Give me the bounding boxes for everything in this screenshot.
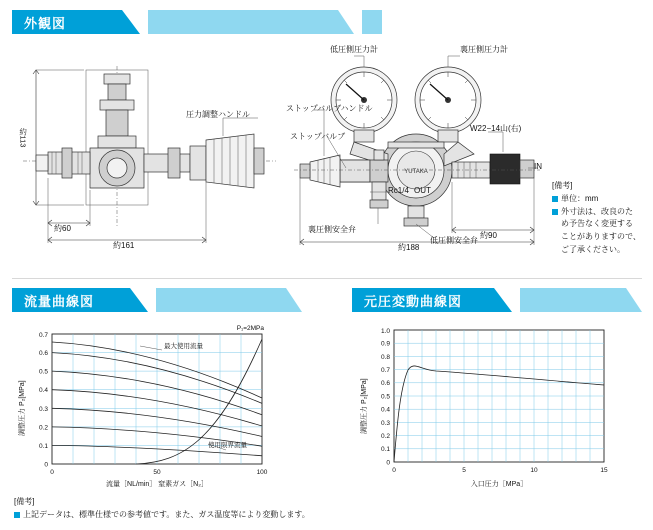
flow-subtitle: P₁=2MPa <box>236 325 264 332</box>
svg-text:0.4: 0.4 <box>38 387 48 395</box>
source-chart <box>352 316 642 491</box>
callout-high-gauge: 裏圧側圧力計 <box>460 45 508 54</box>
footer-note-text: 上記データは、標準仕様での参考値です。また、ガス温度等により変動します。 <box>23 509 310 519</box>
source-chart-svg <box>352 316 642 491</box>
section-title-flow: 流量曲線図 <box>24 293 95 309</box>
section-title-source: 元圧変動曲線図 <box>364 293 463 309</box>
header-bar-tail <box>130 288 148 312</box>
left-view-drawing <box>18 48 283 253</box>
svg-text:1.0: 1.0 <box>380 328 390 335</box>
exterior-left-view <box>18 48 283 253</box>
callout-thread-spec: W22−14山(右) <box>470 124 522 133</box>
callout-stop-valve: ストップバルブ <box>290 132 346 141</box>
svg-text:0.1: 0.1 <box>38 443 48 450</box>
svg-text:10: 10 <box>530 467 538 474</box>
svg-text:0.6: 0.6 <box>380 380 390 388</box>
flow-chart <box>12 316 322 491</box>
bullet-icon <box>552 209 558 215</box>
svg-text:100: 100 <box>256 469 268 476</box>
svg-text:0: 0 <box>386 459 390 467</box>
source-xlabel: 入口圧力［MPa］ <box>470 481 528 488</box>
header-stripe-1-tail <box>286 288 302 312</box>
remarks-line-4: ご了承ください。 <box>561 244 625 254</box>
header-stripe-2 <box>362 10 382 34</box>
callout-low-gauge: 低圧側圧力計 <box>330 45 378 54</box>
svg-text:0.7: 0.7 <box>38 332 48 339</box>
svg-text:15: 15 <box>600 467 608 474</box>
svg-text:50: 50 <box>153 469 161 476</box>
svg-text:YUTAKA: YUTAKA <box>404 169 428 175</box>
dim-label-w1: 約60 <box>54 224 71 233</box>
bullet-icon <box>552 196 558 202</box>
svg-text:0.2: 0.2 <box>38 424 48 432</box>
source-ylabel: 調整圧力 P₂[MPa] <box>361 378 368 434</box>
callout-stop-valve-handle: ストップバルブハンドル <box>286 104 373 113</box>
flow-anno-max: 最大使用流量 <box>164 343 203 350</box>
svg-text:0.5: 0.5 <box>380 393 390 401</box>
footer-note-title: [備考] <box>14 497 35 506</box>
section-header-source <box>352 288 642 312</box>
footer-note <box>14 496 634 522</box>
svg-text:0.2: 0.2 <box>380 433 390 440</box>
dim-label-w2: 約161 <box>113 241 135 250</box>
section-title-exterior: 外観図 <box>24 15 67 31</box>
dim-label-height: 約113 <box>18 128 28 148</box>
callout-safety-valve-high: 低圧側安全弁 <box>430 236 478 245</box>
flow-ylabel: 調整圧力 P₂[MPa] <box>19 380 26 436</box>
remarks-line-3: ことがありますので、 <box>561 232 641 242</box>
callout-safety-valve-low: 裏圧側安全弁 <box>308 225 356 234</box>
svg-text:0: 0 <box>44 461 48 469</box>
header-stripe-1 <box>520 288 626 312</box>
svg-text:0.7: 0.7 <box>380 367 390 374</box>
svg-text:0.3: 0.3 <box>380 419 390 427</box>
section-header-exterior <box>12 10 642 34</box>
svg-text:0.4: 0.4 <box>380 406 390 414</box>
svg-text:0.5: 0.5 <box>38 368 48 376</box>
svg-text:0.8: 0.8 <box>380 353 390 361</box>
callout-rc-thread: Rc1/4 <box>388 186 409 195</box>
remarks-line-0: 単位：mm <box>561 193 599 203</box>
flow-xlabel: 流量［NL/min］ 窒素ガス［N₂］ <box>106 481 208 488</box>
section-header-flow <box>12 288 322 312</box>
header-stripe-1 <box>156 288 286 312</box>
exterior-remarks <box>552 180 647 257</box>
callout-out-port: OUT <box>414 186 431 195</box>
svg-text:5: 5 <box>462 467 466 474</box>
bullet-icon <box>14 512 20 518</box>
remarks-line-1: 外寸法は、改良のた <box>561 206 633 216</box>
callout-in-port: IN <box>534 162 542 171</box>
flow-anno-limit: 使用限界流量 <box>208 442 247 449</box>
flow-chart-svg <box>12 316 322 491</box>
svg-text:0.6: 0.6 <box>38 350 48 357</box>
dim-label-right: 約90 <box>480 231 497 240</box>
svg-text:0.3: 0.3 <box>38 405 48 413</box>
svg-text:0.9: 0.9 <box>380 340 390 348</box>
dim-label-total: 約188 <box>398 243 420 252</box>
header-bar-tail <box>122 10 140 34</box>
svg-text:0: 0 <box>392 467 396 474</box>
header-stripe-1 <box>148 10 338 34</box>
remarks-line-2: め予告なく変更する <box>561 219 633 229</box>
header-bar-tail <box>494 288 512 312</box>
remarks-title: [備考] <box>552 181 573 190</box>
header-stripe-1-tail <box>338 10 354 34</box>
section-divider <box>12 278 642 279</box>
svg-text:0.1: 0.1 <box>380 446 390 454</box>
svg-text:0: 0 <box>50 469 54 476</box>
callout-pressure-handle: 圧力調整ハンドル <box>186 110 250 119</box>
header-stripe-1-tail <box>626 288 642 312</box>
exterior-right-view <box>288 42 548 257</box>
